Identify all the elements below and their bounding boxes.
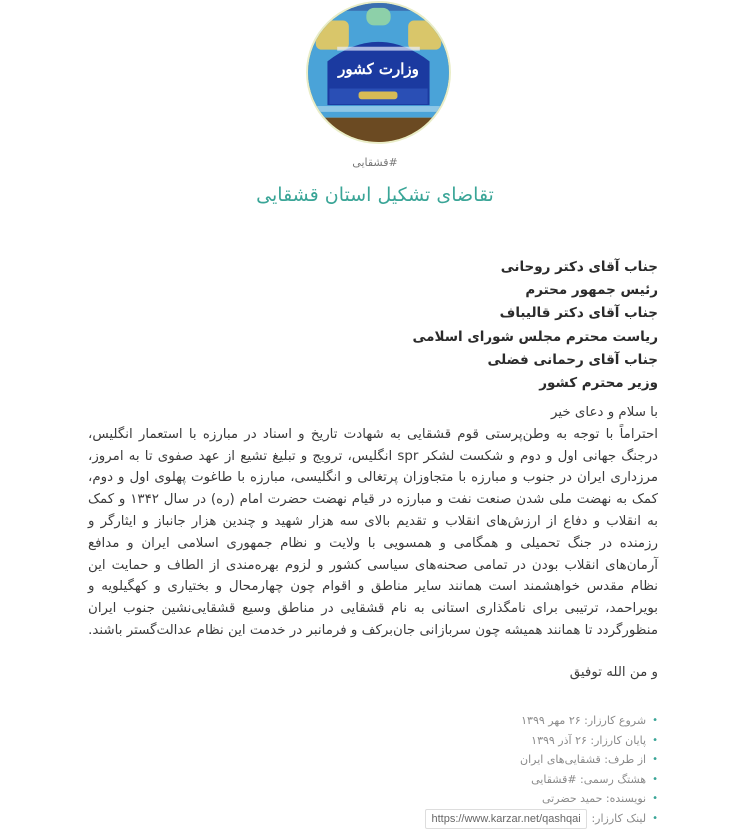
meta-link — [425, 809, 658, 829]
meta-start — [425, 711, 658, 731]
meta-end — [425, 731, 658, 751]
campaign-hashtag[interactable]: #قشقایی — [352, 156, 398, 169]
letter-paragraph: احتراماً با توجه به وطن‌پرستی قوم قشقایی به شهادت تاریخ و اسناد در مبارزه با استعمار انگلیس، درجنگ جهانی اول و دوم و شکست لشکر spr انگلیس، ترویج و تبلیغ تشیع از عهد صفوی تا به امروز، مرزداری ایران در جنوب و مبارزه با متجاوزان پرتغالی و انگلیسی، مبارزه با طاغوت پهلوی اول و دوم، کمک به نهضت ملی شدن صنعت نفت و مبارزه در قیام نهضت حضرت امام (ره) در سال ۱۳۴۲ و کمک به انقلاب و دفاع از ارزش‌های انقلاب و تقدیم بالای سه هزار شهید و چندین هزار جانباز و ایثارگر و رزمنده در جنگ تحمیلی و همگامی و همسویی با ولایت و نظام جمهوری اسلامی ایران و مدافع آرمان‌های انقلاب بودن در تمامی صحنه‌های سیاسی کشور و لزوم بهره‌مندی از الطاف و حمایت این نظام مقدس خواهشمند است همانند سایر مناطق و اقوام چون چهارمحال و بختیاری و کهگیلویه و بویراحمد، ترتیبی برای نامگذاری استانی به نام قشقایی در مناطق وسیع قشقایی‌نشین جنوب ایران منظورگردد تا همانند همیشه چون سربازانی جان‌برکف و فرمانبر در خدمت این نظام عدالت‌گستر باشند. — [88, 426, 659, 638]
addressee-line: جناب آقای دکتر قالیباف — [499, 305, 658, 322]
meta-from — [425, 750, 658, 770]
bullet-icon: • — [652, 793, 658, 804]
addressee-list — [412, 256, 658, 395]
meta-hashtag — [425, 770, 658, 790]
letter-closing: و من الله توفیق — [569, 665, 658, 680]
campaign-link-input[interactable] — [425, 809, 587, 829]
addressee-line: ریاست محترم مجلس شورای اسلامی — [412, 328, 658, 345]
bullet-icon: • — [652, 812, 658, 824]
bullet-icon: • — [652, 754, 658, 765]
campaign-image — [306, 1, 451, 144]
letter-body — [88, 402, 658, 642]
bullet-icon: • — [652, 773, 658, 785]
bullet-icon: • — [652, 734, 658, 746]
campaign-meta-list — [425, 711, 658, 829]
image-tile-caption: وزارت کشور — [338, 60, 419, 78]
meta-author-text: نویسنده: حمید حضرتی — [542, 792, 647, 805]
meta-start-text: شروع کارزار: ۲۶ مهر ۱۳۹۹ — [521, 714, 647, 727]
meta-end-text: پایان کارزار: ۲۶ آذر ۱۳۹۹ — [531, 733, 647, 747]
addressee-line: جناب آقای رحمانی فضلی — [487, 351, 658, 368]
meta-hashtag-text: هشتگ رسمی: #قشقایی — [531, 772, 647, 786]
letter-greeting: با سلام و دعای خیر — [550, 405, 658, 420]
meta-link-label: لینک کارزار: — [591, 811, 647, 825]
meta-author — [425, 789, 658, 809]
bullet-icon: • — [652, 715, 658, 726]
addressee-line: رئیس جمهور محترم — [525, 282, 658, 299]
meta-from-text: از طرف: قشقایی‌های ایران — [520, 753, 647, 766]
addressee-line: جناب آقای دکتر روحانی — [500, 259, 658, 275]
addressee-line: وزیر محترم کشور — [539, 375, 658, 392]
page-title: تقاضای تشکیل استان قشقایی — [256, 184, 494, 206]
